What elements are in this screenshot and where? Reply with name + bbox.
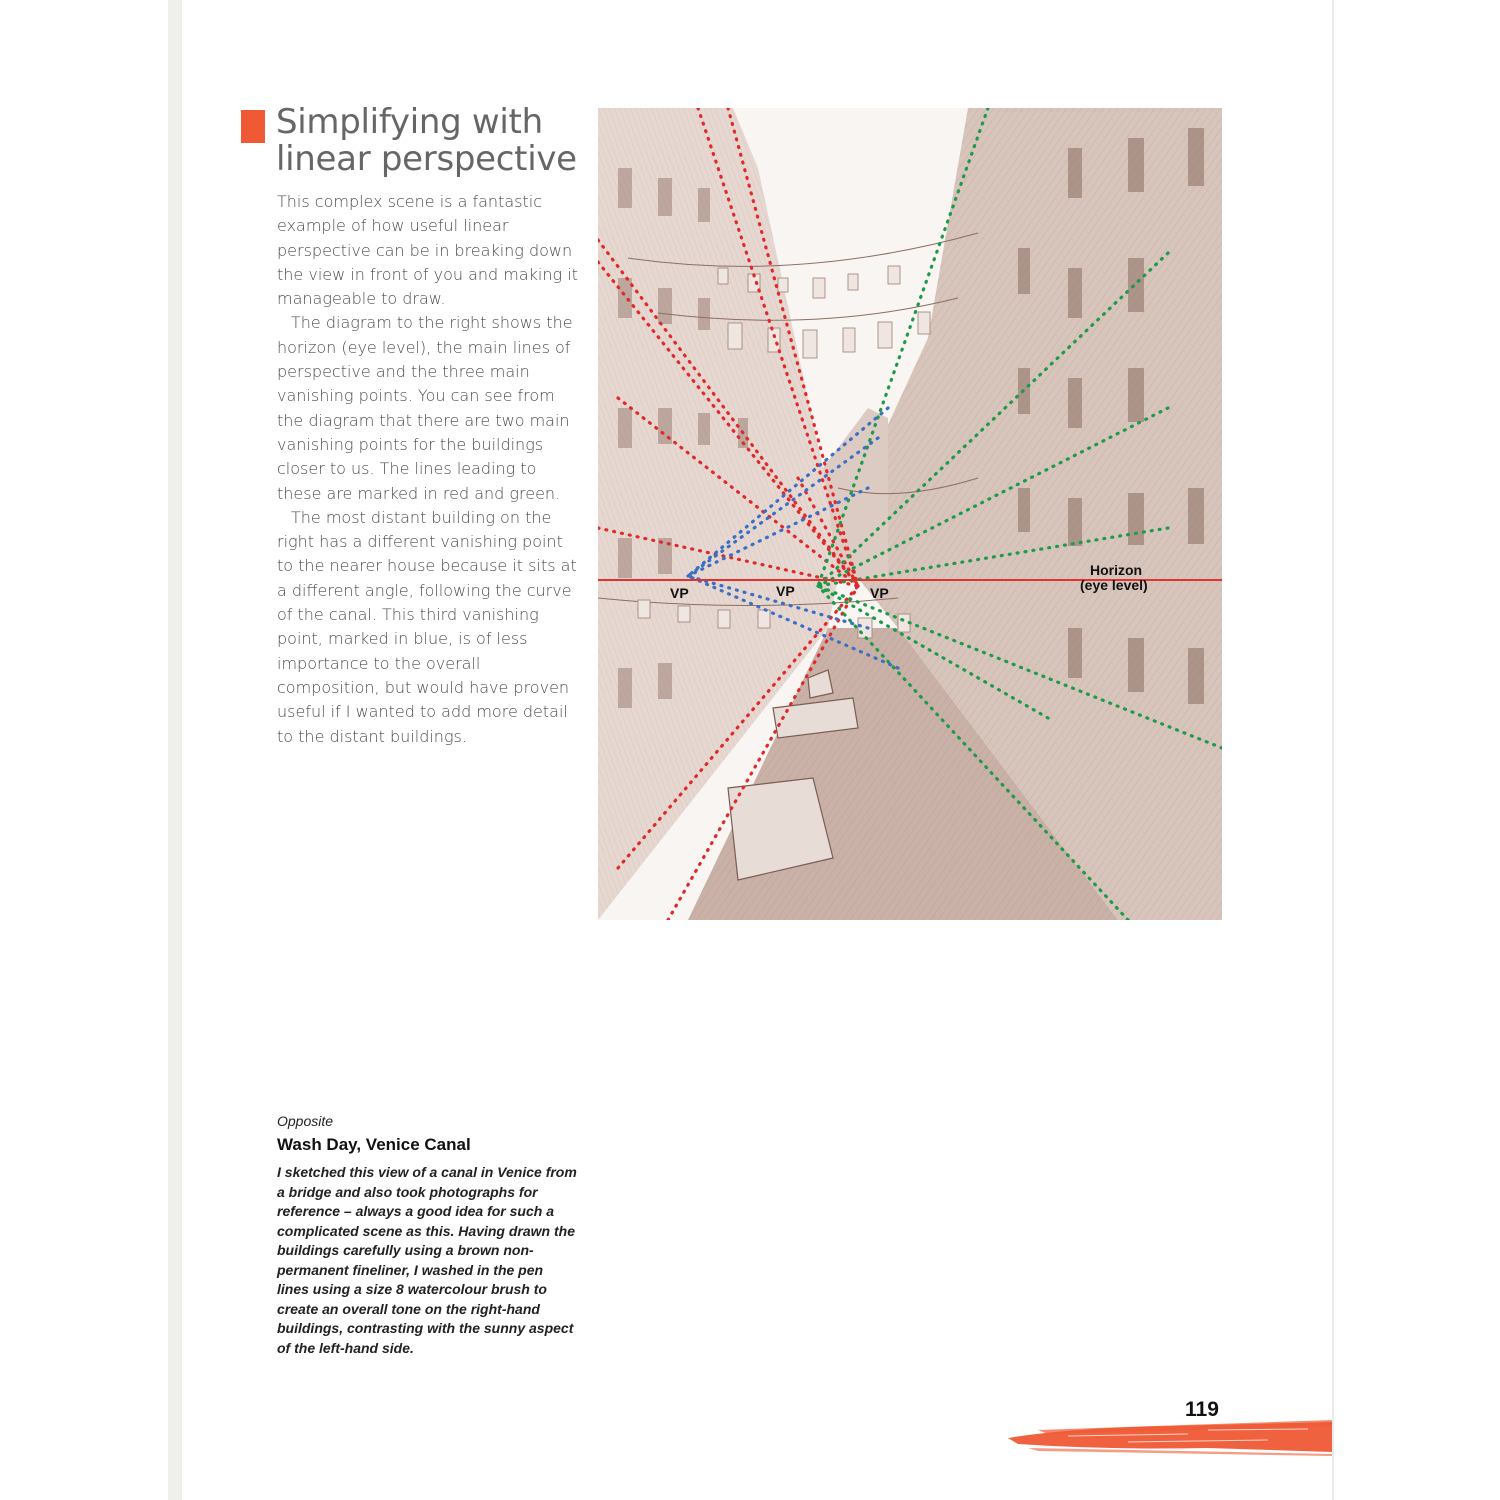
paragraph-3: The most distant building on the right has a different vanishing point to the nearer house because it sits at a different angle, following the curve of the canal. This third vanishing point, marked in blue, is of less importance to the overall composition, but would have proven useful if I wanted to add more detail to the distant buildings. xyxy=(277,507,577,746)
vp-label-3: VP xyxy=(870,585,889,601)
vp-label-1: VP xyxy=(670,585,689,601)
brush-stroke-decoration xyxy=(1008,1418,1332,1458)
caption-title: Wash Day, Venice Canal xyxy=(277,1135,471,1154)
caption-label: Opposite xyxy=(277,1113,334,1129)
heading-accent-bar xyxy=(241,110,265,143)
perspective-diagram xyxy=(598,108,1222,920)
page-edge xyxy=(1332,0,1334,1500)
paragraph-1: This complex scene is a fantastic example of how useful linear perspective can be in breaking down the view in front of you and making it manageable to draw. xyxy=(277,192,578,309)
vp-label-2: VP xyxy=(776,583,795,599)
horizon-label-sub: (eye level) xyxy=(1080,577,1148,593)
page-number: 119 xyxy=(1185,1398,1219,1421)
caption-text: I sketched this view of a canal in Venice from a bridge and also took photographs for reference – always a good idea for such a complicated scene as this. Having drawn the buildings carefully using a brown non-permanent fineliner, I washed in the pen lines using a size 8 watercolour brush to create an overall tone on the right-hand buildings, contrasting with the sunny aspect of the left-hand side. xyxy=(277,1164,577,1356)
body-text xyxy=(277,190,582,749)
paragraph-2: The diagram to the right shows the horizon (eye level), the main lines of perspective and the three main vanishing points. You can see from the diagram that there are two main vanishing points for the buildings closer to us. The lines leading to these are marked in red and green. xyxy=(277,313,573,503)
page-heading: Simplifying with linear perspective xyxy=(276,102,577,179)
horizon-label: Horizon xyxy=(1090,562,1143,578)
perspective-diagram-svg xyxy=(598,108,1222,920)
